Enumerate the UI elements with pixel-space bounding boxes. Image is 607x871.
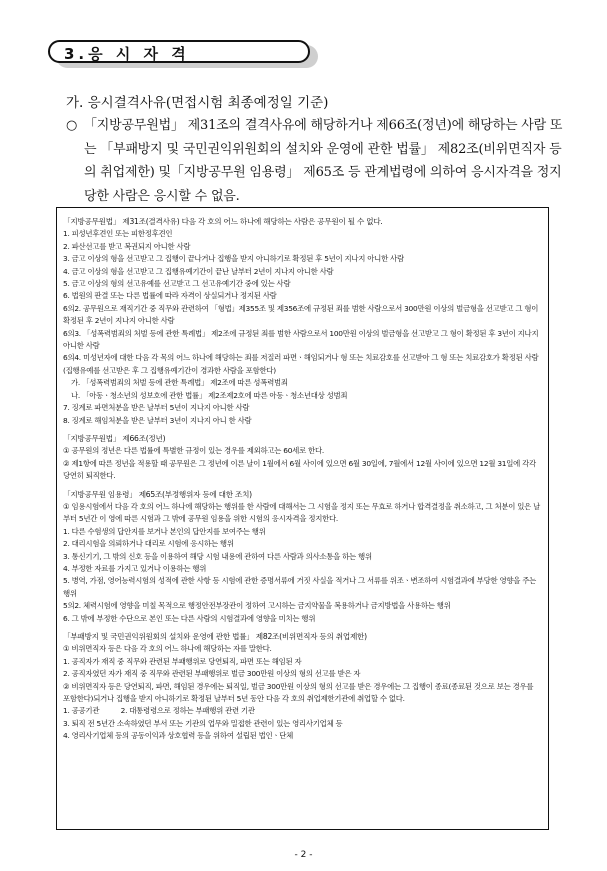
law-line: 6. 그 밖에 부정한 수단으로 본인 또는 다른 사람의 시험결과에 영향을 미치는 행위 xyxy=(63,613,316,623)
law-line: 4. 금고 이상의 형을 선고받고 그 집행유예기간이 끝난 날부터 2년이 지나지 아니한 사람 xyxy=(63,266,334,276)
law-line: 2. 파산선고를 받고 복권되지 아니한 사람 xyxy=(63,241,191,251)
law-line: 4. 부정한 자료를 가지고 있거나 이용하는 행위 xyxy=(63,563,207,573)
law-line: 6. 법원의 판결 또는 다른 법률에 따라 자격이 상실되거나 정지된 사람 xyxy=(63,291,277,301)
law-line: 3. 퇴직 전 5년간 소속하였던 부서 또는 기관의 업무와 밀접한 관련이 있는 영리사기업체 등 xyxy=(63,718,343,728)
law-line: ① 공무원의 정년은 다른 법률에 특별한 규정이 있는 경우를 제외하고는 60세로 한다. xyxy=(63,446,324,456)
law-line: 6의3. 「성폭력범죄의 처벌 등에 관한 특례법」 제2조에 규정된 죄를 범한 사람으로서 100만원 이상의 벌금형을 선고받고 그 형이 확정된 후 3년이 지나지 아니한 사람 xyxy=(63,328,539,351)
law-line: 3. 금고 이상의 형을 선고받고 그 집행이 끝나거나 집행을 받지 아니하기로 확정된 후 5년이 지나지 아니한 사람 xyxy=(63,254,404,264)
section-title: 3.응 시 자 격 xyxy=(64,45,190,63)
law-line: 나. 「아동ㆍ청소년의 성보호에 관한 법률」 제2조제2호에 따른 아동ㆍ청소년대상 성범죄 xyxy=(71,390,348,400)
law-line: ② 제1항에 따른 정년을 적용할 때 공무원은 그 정년에 이른 날이 1월에서 6월 사이에 있으면 6월 30일에, 7월에서 12월 사이에 있으면 12월 31일에 각각 당연히 퇴직한다. xyxy=(63,458,536,481)
law-line: 5. 병역, 가점, 영어능력시험의 성적에 관한 사항 등 시험에 관한 증명서류에 거짓 사실을 적거나 그 서류를 위조ㆍ변조하여 시험결과에 부당한 영향을 주는 행위 xyxy=(63,576,536,598)
law-section-title: 「부패방지 및 국민권익위원회의 설치와 운영에 관한 법률」 제82조(비위면직자 등의 취업제한) xyxy=(63,632,367,641)
bullet-circle: ○ xyxy=(66,118,78,133)
law-line: 6의4. 미성년자에 대한 다음 각 목의 어느 하나에 해당하는 죄를 저질러 파면ㆍ해임되거나 형 또는 치료감호를 선고받아 그 형 또는 치료감호가 확정된 사람(집행유예를 선고받은 후 그 집행유예기간이 경과한 사람을 포함한다) xyxy=(63,353,539,375)
law-line: 1. 공공기관 2. 대통령령으로 정하는 부패행위 관련 기관 xyxy=(63,706,255,716)
intro-paragraph xyxy=(66,114,566,208)
law-section xyxy=(63,631,542,743)
law-line: 1. 피성년후견인 또는 피한정후견인 xyxy=(63,229,173,239)
law-line: ① 임용시험에서 다음 각 호의 어느 하나에 해당하는 행위를 한 사람에 대해서는 그 시험을 정지 또는 무효로 하거나 합격결정을 취소하고, 그 처분이 있은 날부터 5년간 이 영에 따른 시험과 그 밖에 공무원 임용을 위한 시험의 응시자격을 정지한다. xyxy=(63,501,541,524)
intro-text: 「지방공무원법」 제31조의 결격사유에 해당하거나 제66조(정년)에 해당하는 사람 또는 「부패방지 및 국민권익위원회의 설치와 운영에 관한 법률」 제82조(비위면직자 등의 취업제한) 및「지방공무원 임용령」 제65조 등 관계법령에 의하여 응시자격을 정지당한 사람은 응시할 수 없음. xyxy=(84,118,563,204)
law-line: 5. 금고 이상의 형의 선고유예를 선고받고 그 선고유예기간 중에 있는 사람 xyxy=(63,279,291,289)
law-line: 8. 징계로 해임처분을 받은 날부터 3년이 지나지 아니 한 사람 xyxy=(63,415,252,425)
law-line: 2. 대리시험을 의뢰하거나 대리로 시험에 응시하는 행위 xyxy=(63,539,234,549)
law-section-title: 「지방공무원 임용령」 제65조(부정행위자 등에 대한 조치) xyxy=(63,489,252,499)
law-line: 5의2. 체력시험에 영향을 미칠 목적으로 행정안전부장관이 정하여 고시하는 금지약물을 복용하거나 금지방법을 사용하는 행위 xyxy=(63,601,451,611)
law-line: 6의2. 공무원으로 재직기간 중 직무와 관련하여 「형법」제355조 및 제356조에 규정된 죄를 범한 사람으로서 300만원 이상의 벌금형을 선고받고 그 형이 확정된 후 2년이 지나지 아니한 사람 xyxy=(63,303,539,326)
section-header xyxy=(48,40,318,68)
law-line: 3. 통신기기, 그 밖의 신호 등을 이용하여 해당 시험 내용에 관하여 다른 사람과 의사소통을 하는 행위 xyxy=(63,551,372,561)
law-section xyxy=(63,433,542,483)
law-line: 4. 영리사기업체 등의 공동이익과 상호협력 등을 위하여 설립된 법인ㆍ단체 xyxy=(63,731,294,741)
page-number: - 2 - xyxy=(294,850,313,860)
law-section xyxy=(63,216,542,427)
law-excerpt-box xyxy=(56,207,549,830)
law-section xyxy=(63,489,542,625)
law-line: 1. 다른 수험생의 답안지를 보거나 본인의 답안지를 보여주는 행위 xyxy=(63,526,266,536)
law-line: 가. 「성폭력범죄의 처벌 등에 관한 특례법」 제2조에 따른 성폭력범죄 xyxy=(71,378,288,388)
sub-heading: 가. 응시결격사유(면접시험 최종예정일 기준) xyxy=(66,95,329,111)
law-section-title: 「지방공무원법」 제31조(결격사유) 다음 각 호의 어느 하나에 해당하는 사람은 공무원이 될 수 없다. xyxy=(63,217,383,226)
law-line: 2. 공직자였던 자가 재직 중 직무와 관련된 부패행위로 벌금 300만원 이상의 형의 선고를 받은 자 xyxy=(63,669,361,679)
law-line: ② 비위면직자 등은 당연퇴직, 파면, 해임된 경우에는 퇴직일, 벌금 300만원 이상의 형의 선고를 받은 경우에는 그 집행이 종료(종료된 것으로 보는 경우를 포함한다)되거나 집행을 받지 아니하기로 확정된 날부터 5년 동안 다음 각 호의 취업제한기관에 취업할 수 없다. xyxy=(63,681,534,704)
law-line: 1. 공직자가 재직 중 직무와 관련된 부패행위로 당연퇴직, 파면 또는 해임된 자 xyxy=(63,656,302,666)
law-line: ① 비위면직자 등은 다음 각 호의 어느 하나에 해당하는 자를 말한다. xyxy=(63,644,272,654)
law-section-title: 「지방공무원법」 제66조(정년) xyxy=(63,433,166,443)
header-box xyxy=(48,40,310,63)
law-line: 7. 징계로 파면처분을 받은 날부터 5년이 지나지 아니한 사람 xyxy=(63,403,250,413)
